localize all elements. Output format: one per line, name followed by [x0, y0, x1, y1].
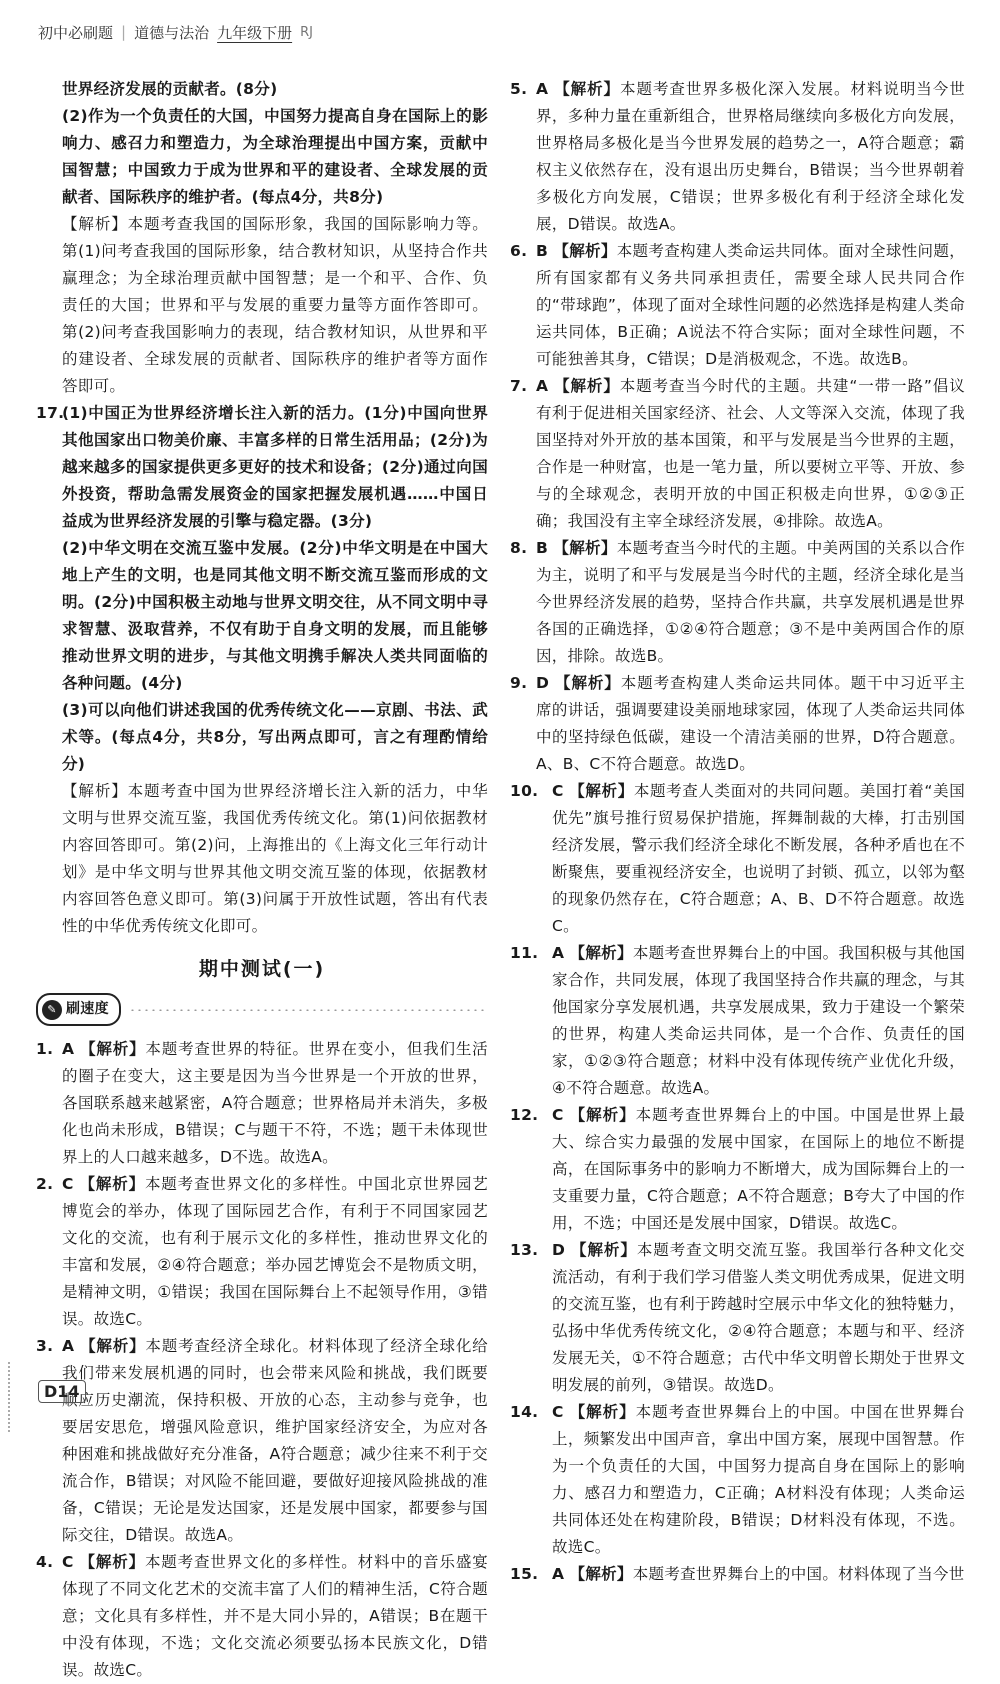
analysis-tag: 【解析】: [554, 80, 621, 98]
answer-letter: D: [552, 1241, 566, 1259]
answer-item: [510, 238, 965, 373]
answer-item: [510, 1237, 965, 1399]
answer-letter: A: [552, 944, 565, 962]
answer-body: [552, 1561, 965, 1588]
q16-answer-2: (2)作为一个负责任的大国，中国努力提高自身在国际上的影响力、感召力和塑造力，为全球治理提出中国方案，贡献中国智慧；中国致力于成为世界和平的建设者、全球发展的贡献者、国际秩序的维护者。(每点4分，共8分): [62, 107, 488, 206]
question-number: 10.: [510, 782, 539, 800]
answer-letter: C: [62, 1175, 74, 1193]
answer-letter: A: [552, 1565, 565, 1583]
answer-item: [510, 940, 965, 1102]
version-label: RJ: [300, 24, 313, 40]
header-separator: |: [121, 23, 127, 41]
page-number: D14: [38, 1380, 86, 1403]
answer-body: [62, 1549, 488, 1684]
answer-item: [510, 1561, 965, 1588]
answer-body: [62, 1036, 488, 1171]
answer-item: [36, 1171, 488, 1333]
answer-letter: B: [536, 539, 549, 557]
analysis-tag: 【解析】: [569, 1403, 636, 1421]
answer-item: [510, 1102, 965, 1237]
answer-letter: A: [62, 1337, 75, 1355]
q17-answer-1: (1)中国正为世界经济增长注入新的活力。(1分)中国向世界其他国家出口物美价廉、丰富多样的日常生活用品；(2分)为越来越多的国家提供更多更好的技术和设备；(2分)通过向国外投资，帮助急需发展资金的国家把握发展机遇……中国日益成为世界经济发展的引擎与稳定器。(3分): [62, 404, 488, 530]
q17-answer-2: (2)中华文明在交流互鉴中发展。(2分)中华文明是在中国大地上产生的文明，也是同其他文明不断交流互鉴而形成的文明。(2分)中国积极主动地与世界文明交往，从不同文明中寻求智慧、汲取营养，不仅有助于自身文明的发展，而且能够推动世界文明的进步，与其他文明携手解决人类共同面临的各种问题。(4分): [62, 539, 488, 692]
answer-body: [552, 778, 965, 940]
analysis-tag: 【解析】: [569, 944, 633, 962]
answer-item: [510, 76, 965, 238]
answer-item: [36, 1333, 488, 1549]
answer-letter: D: [536, 674, 550, 692]
pencil-icon: ✎: [42, 1000, 62, 1020]
question-number: 13.: [510, 1241, 539, 1259]
analysis-tag: 【解析】: [79, 1553, 145, 1571]
answer-item: [510, 670, 965, 778]
q17-answer-3: (3)可以向他们讲述我国的优秀传统文化——京剧、书法、武术等。(每点4分，共8分，写出两点即可，言之有理酌情给分): [62, 701, 488, 773]
answer-letter: A: [536, 377, 549, 395]
q17-block: [36, 400, 488, 940]
q16-analysis: 【解析】本题考查我国的国际形象，我国的国际影响力等。第(1)问考查我国的国际形象，结合教材知识，从坚持合作共赢理念；为全球治理贡献中国智慧；是一个和平、合作、负责任的大国；世界和平与发展的重要力量等方面作答即可。第(2)问考查我国影响力的表现，结合教材知识，从世界和平的建设者、全球发展的贡献者、国际秩序的维护者等方面作答即可。: [62, 215, 488, 395]
grade-name: 九年级下册: [217, 23, 293, 42]
analysis-text: 本题考查构建人类命运共同体。题干中习近平主席的讲话，强调要建设美丽地球家园，体现了人类命运共同体中的坚持绿色低碳，建设一个清洁美丽的世界，D符合题意。A、B、C不符合题意。故选D。: [536, 674, 965, 773]
analysis-tag: 【解析】: [569, 1106, 636, 1124]
answer-body: [536, 535, 965, 670]
analysis-text: 本题考查世界舞台上的中国。中国是世界上最大、综合实力最强的发展中国家，在国际上的地位不断提高，在国际事务中的影响力不断增大，成为国际舞台上的一支重要力量，C符合题意；A不符合题意；B夸大了中国的作用，不选；中国还是发展中国家，D错误。故选C。: [552, 1106, 965, 1232]
analysis-text: 本题考查文明交流互鉴。我国举行各种文化交流活动，有利于我们学习借鉴人类文明优秀成果，促进文明的交流互鉴，也有利于跨越时空展示中华文化的独特魅力，弘扬中华优秀传统文化，②④符合题意；本题与和平、经济发展无关，①不符合题意；古代中华文明曾长期处于世界文明发展的前列，③错误。故选D。: [552, 1241, 965, 1394]
analysis-tag: 【解析】: [554, 377, 620, 395]
answer-item: [510, 373, 965, 535]
answer-item: [36, 1036, 488, 1171]
answer-body: [536, 76, 965, 238]
left-answer-list: [36, 1036, 488, 1684]
question-number: 12.: [510, 1106, 539, 1124]
answer-letter: B: [536, 242, 549, 260]
question-number: 14.: [510, 1403, 539, 1421]
analysis-text: 本题考查人类面对的共同问题。美国打着“美国优先”旗号推行贸易保护措施，挥舞制裁的大棒，打击别国经济发展，警示我们经济全球化不断发展，各种矛盾也在不断聚焦，要重视经济安全，也说明了封锁、孤立，以邻为壑的现象仍然存在，C符合题意；A、B、D不符合题意。故选C。: [552, 782, 966, 935]
answer-body: [552, 1237, 965, 1399]
answer-body: [552, 1399, 965, 1561]
analysis-text: 本题考查构建人类命运共同体。面对全球性问题，所有国家都有义务共同承担责任，需要全球人民共同合作的“带球跑”，体现了面对全球性问题的必然选择是构建人类命运共同体，B正确；A说法不符合实际；面对全球性问题，不可能独善其身，C错误；D是消极观念，不选。故选B。: [536, 242, 965, 368]
analysis-tag: 【解析】: [569, 782, 634, 800]
subject-name: 道德与法治: [134, 23, 210, 42]
question-number: 9.: [510, 674, 528, 692]
corner-decoration: [8, 1362, 34, 1432]
question-number: 7.: [510, 377, 528, 395]
answer-letter: C: [552, 1403, 564, 1421]
answer-item: [510, 1399, 965, 1561]
question-number: 3.: [36, 1337, 54, 1355]
analysis-text: 本题考查世界舞台上的中国。材料体现了当今世: [632, 1565, 965, 1583]
q16-tail: 世界经济发展的贡献者。(8分): [62, 80, 278, 98]
question-number: 8.: [510, 539, 528, 557]
answer-item: [36, 1549, 488, 1684]
running-header: [38, 18, 313, 46]
analysis-tag: 【解析】: [553, 242, 617, 260]
answer-letter: C: [552, 782, 564, 800]
question-number: 11.: [510, 944, 539, 962]
answer-body: [536, 373, 965, 535]
analysis-tag: 【解析】: [79, 1175, 145, 1193]
q17-number: 17.: [36, 404, 65, 422]
dotted-divider: [129, 1009, 488, 1011]
analysis-tag: 【解析】: [555, 674, 621, 692]
series-name: 初中必刷题: [38, 23, 114, 42]
question-number: 15.: [510, 1565, 539, 1583]
analysis-tag: 【解析】: [571, 1241, 637, 1259]
answer-body: [552, 1102, 965, 1237]
analysis-text: 本题考查当今时代的主题。共建“一带一路”倡议有利于促进相关国家经济、社会、人文等深入交流，体现了我国坚持对外开放的基本国策，和平与发展是当今世界的主题，合作是一种财富，也是一笔力量，所以要树立平等、开放、参与的全球观念，表明开放的中国正积极走向世界，①②③正确；我国没有主宰全球经济发展，④排除。故选A。: [536, 377, 965, 530]
question-number: 6.: [510, 242, 528, 260]
q17-analysis: 【解析】本题考查中国为世界经济增长注入新的活力，中华文明与世界交流互鉴，我国优秀传统文化。第(1)问依据教材内容回答即可。第(2)问，上海推出的《上海文化三年行动计划》是中华文明与世界其他文明交流互鉴的体现，依据教材内容回答色意义即可。第(3)问属于开放性试题，答出有代表性的中华优秀传统文化即可。: [62, 782, 488, 935]
question-number: 5.: [510, 80, 528, 98]
answer-letter: A: [536, 80, 549, 98]
answer-body: [552, 940, 965, 1102]
analysis-tag: 【解析】: [569, 1565, 633, 1583]
speed-badge-label: 刷速度: [66, 1001, 109, 1017]
analysis-text: 本题考查世界文化的多样性。中国北京世界园艺博览会的举办，体现了国际园艺合作，有利于不同国家园艺文化的交流，也有利于展示文化的多样性，推动世界文化的丰富和发展，②④符合题意；举办园艺博览会不是物质文明，是精神文明，①错误；我国在国际舞台上不起领导作用，③错误。故选C。: [62, 1175, 488, 1328]
analysis-tag: 【解析】: [80, 1040, 146, 1058]
answer-letter: C: [62, 1553, 74, 1571]
analysis-text: 本题考查世界多极化深入发展。材料说明当今世界，多种力量在重新组合，世界格局继续向多极化方向发展，世界格局多极化是当今世界发展的趋势之一，A符合题意；霸权主义依然存在，没有退出历史舞台，B错误；当今世界朝着多极化方向发展，C错误；世界多极化有利于经济全球化发展，D错误。故选A。: [536, 80, 965, 233]
answer-body: [536, 238, 965, 373]
analysis-text: 本题考查世界的特征。世界在变小，但我们生活的圈子在变大，这主要是因为当今世界是一个开放的世界，各国联系越来越紧密，A符合题意；世界格局并未消失，多极化也尚未形成，B错误；C与题干不符，不选；题干未体现世界上的人口越来越多，D不选。故选A。: [62, 1040, 488, 1166]
answer-body: [62, 1333, 488, 1549]
section-title: 期中测试(一): [198, 958, 326, 980]
answer-letter: A: [62, 1040, 75, 1058]
question-number: 4.: [36, 1553, 54, 1571]
analysis-text: 本题考查世界文化的多样性。材料中的音乐盛宴体现了不同文化艺术的交流丰富了人们的精神生活，C符合题意；文化具有多样性，并不是大同小异的，A错误；B在题干中没有体现，不选；文化交流必须要弘扬本民族文化，D错误。故选C。: [62, 1553, 488, 1679]
analysis-tag: 【解析】: [80, 1337, 146, 1355]
right-answer-list: [510, 76, 965, 1588]
question-number: 1.: [36, 1040, 54, 1058]
analysis-text: 本题考查经济全球化。材料体现了经济全球化给我们带来发展机遇的同时，也会带来风险和挑战，我们既要顺应历史潮流，保持积极、开放的心态，主动参与竞争，也要居安思危，增强风险意识，维护国家经济安全，为应对各种困难和挑战做好充分准备，A符合题意；减少往来不利于交流合作，B错误；对风险不能回避，要做好迎接风险挑战的准备，C错误；无论是发达国家，还是发展中国家，都要参与国际交往，D错误。故选A。: [62, 1337, 488, 1544]
speed-badge: [36, 993, 121, 1026]
right-column: [510, 76, 965, 1588]
answer-letter: C: [552, 1106, 564, 1124]
analysis-text: 本题考查世界舞台上的中国。中国在世界舞台上，频繁发出中国声音，拿出中国方案，展现中国智慧。作为一个负责任的大国，中国努力提高自身在国际上的影响力、感召力和塑造力，C正确；A材料没有体现；人类命运共同体还处在构建阶段，B错误；D材料没有体现，不选。故选C。: [552, 1403, 965, 1556]
left-column: [36, 76, 488, 1684]
analysis-text: 本题考查当今时代的主题。中美两国的关系以合作为主，说明了和平与发展是当今时代的主题，经济全球化是当今世界经济发展的趋势，坚持合作共赢，共享发展机遇是世界各国的正确选择，①②④符合题意；③不是中美两国合作的原因，排除。故选B。: [536, 539, 965, 665]
answer-item: [510, 535, 965, 670]
answer-body: [62, 1171, 488, 1333]
analysis-text: 本题考查世界舞台上的中国。我国积极与其他国家合作，共同发展，体现了我国坚持合作共赢的理念，与其他国家分享发展机遇，共享发展成果，致力于建设一个繁荣的世界，构建人类命运共同体，是一个合作、负责任的国家，①②③符合题意；材料中没有体现传统产业优化升级，④不符合题意。故选A。: [552, 944, 965, 1097]
analysis-tag: 【解析】: [553, 539, 617, 557]
question-number: 2.: [36, 1175, 54, 1193]
speed-badge-row: [36, 993, 488, 1026]
answer-body: [536, 670, 965, 778]
answer-item: [510, 778, 965, 940]
